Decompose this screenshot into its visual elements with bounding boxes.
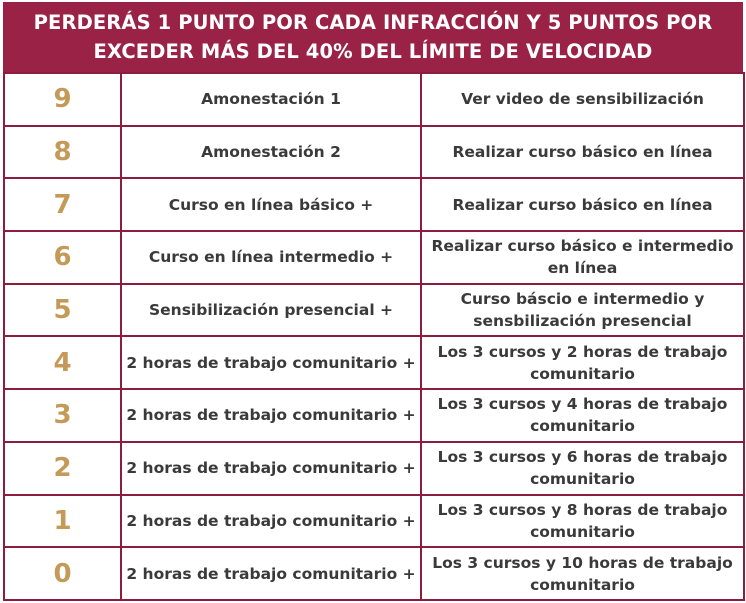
table-row (4, 73, 744, 126)
penalty-text: 2 horas de trabajo comunitario + (121, 442, 421, 495)
points-value: 0 (4, 547, 121, 600)
table-row (4, 178, 744, 231)
penalty-text: Sensibilización presencial + (121, 284, 421, 337)
header-banner (3, 2, 743, 72)
penalty-text: 2 horas de trabajo comunitario + (121, 495, 421, 548)
action-text: Realizar curso básico e intermedio en línea (421, 231, 744, 284)
action-text: Realizar curso básico en línea (421, 178, 744, 231)
points-value: 4 (4, 336, 121, 389)
points-value: 2 (4, 442, 121, 495)
action-text: Curso báscio e intermedio y sensbilización presencial (421, 284, 744, 337)
points-value: 3 (4, 389, 121, 442)
action-text: Los 3 cursos y 6 horas de trabajo comunitario (421, 442, 744, 495)
penalty-text: Curso en línea básico + (121, 178, 421, 231)
action-text: Ver video de sensibilización (421, 73, 744, 126)
table-row (4, 389, 744, 442)
table-row (4, 495, 744, 548)
action-text: Los 3 cursos y 2 horas de trabajo comunitario (421, 336, 744, 389)
penalty-text: Curso en línea intermedio + (121, 231, 421, 284)
penalty-text: Amonestación 2 (121, 126, 421, 179)
action-text: Realizar curso básico en línea (421, 126, 744, 179)
table-row (4, 126, 744, 179)
points-value: 1 (4, 495, 121, 548)
table-row (4, 336, 744, 389)
points-table (3, 72, 745, 601)
table-row (4, 231, 744, 284)
penalty-text: 2 horas de trabajo comunitario + (121, 389, 421, 442)
penalty-text: Amonestación 1 (121, 73, 421, 126)
header-line-1: PERDERÁS 1 PUNTO POR CADA INFRACCIÓN Y 5 PUNTOS POR (33, 11, 713, 34)
table-row (4, 284, 744, 337)
points-value: 6 (4, 231, 121, 284)
points-value: 7 (4, 178, 121, 231)
table-row (4, 442, 744, 495)
header-line-2: EXCEDER MÁS DEL 40% DEL LÍMITE DE VELOCIDAD (93, 40, 653, 63)
points-infographic (3, 2, 743, 599)
points-value: 9 (4, 73, 121, 126)
points-value: 8 (4, 126, 121, 179)
table-row (4, 547, 744, 600)
action-text: Los 3 cursos y 10 horas de trabajo comunitario (421, 547, 744, 600)
penalty-text: 2 horas de trabajo comunitario + (121, 547, 421, 600)
points-value: 5 (4, 284, 121, 337)
action-text: Los 3 cursos y 8 horas de trabajo comunitario (421, 495, 744, 548)
penalty-text: 2 horas de trabajo comunitario + (121, 336, 421, 389)
action-text: Los 3 cursos y 4 horas de trabajo comunitario (421, 389, 744, 442)
